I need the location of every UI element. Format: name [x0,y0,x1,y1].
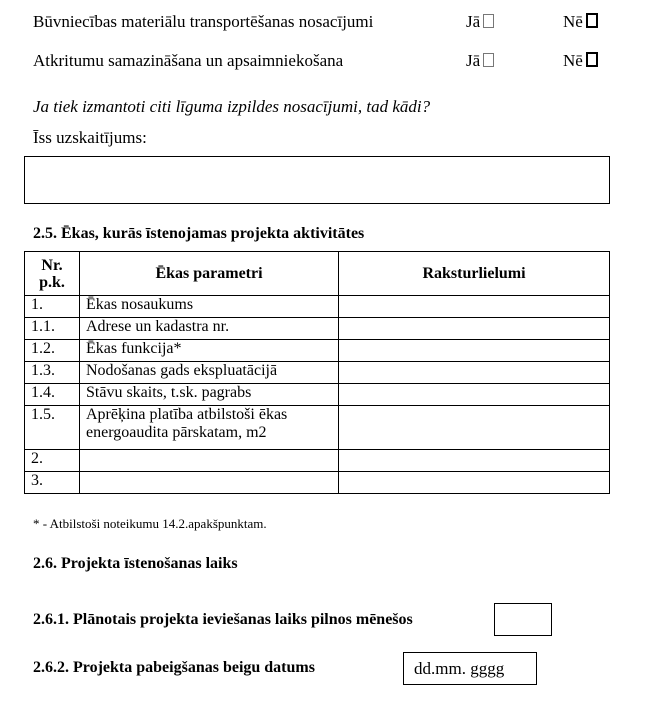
row-nr: 1.4. [25,384,80,406]
table-row [25,296,610,318]
table-row [25,406,610,450]
table-row [25,340,610,362]
header-nr: Nr. p.k. [25,252,80,296]
table-row [25,318,610,340]
row-param: Ēkas funkcija* [80,340,339,362]
row-nr: 1. [25,296,80,318]
condition-label-1: Būvniecības materiālu transportēšanas nosacījumi [33,12,374,31]
row-nr: 1.1. [25,318,80,340]
row-value-cell[interactable] [339,318,610,340]
row-nr: 3. [25,472,80,494]
row-param: Nodošanas gads ekspluatācijā [80,362,339,384]
section-2-6-1-label: 2.6.1. Plānotais projekta ieviešanas laiks pilnos mēnešos [33,611,413,628]
row-param: Ēkas nosaukums [80,296,339,318]
condition-no-2[interactable] [563,51,598,71]
yes-label: Jā [466,51,481,70]
row-value-cell[interactable] [339,472,610,494]
row-param[interactable] [80,472,339,494]
condition-no-1[interactable] [563,12,598,32]
row-nr: 2. [25,450,80,472]
table-row [25,472,610,494]
buildings-table [24,251,610,494]
header-char: Raksturlielumi [339,252,610,296]
short-list-label: Īss uzskaitījums: [33,128,147,147]
row-nr: 1.5. [25,406,80,450]
condition-yes-2[interactable] [466,51,494,71]
row-nr: 1.2. [25,340,80,362]
row-value-cell[interactable] [339,296,610,318]
table-header-row [25,252,610,296]
checkbox-icon[interactable] [483,14,494,28]
checkbox-icon[interactable] [586,52,598,67]
footnote: * - Atbilstoši noteikumu 14.2.apakšpunktam. [33,516,267,531]
table-row [25,362,610,384]
section-2-5-title: 2.5. Ēkas, kurās īstenojamas projekta aktivitātes [33,225,365,242]
row-value-cell[interactable] [339,384,610,406]
date-placeholder: dd.mm. gggg [414,659,505,678]
row-param: Adrese un kadastra nr. [80,318,339,340]
section-2-6-title: 2.6. Projekta īstenošanas laiks [33,555,238,572]
row-value-cell[interactable] [339,340,610,362]
section-2-6-2-label: 2.6.2. Projekta pabeigšanas beigu datums [33,659,315,676]
short-list-input[interactable] [24,156,610,204]
row-param: Stāvu skaits, t.sk. pagrabs [80,384,339,406]
row-value-cell[interactable] [339,406,610,450]
row-value-cell[interactable] [339,362,610,384]
header-param: Ēkas parametri [80,252,339,296]
checkbox-icon[interactable] [586,13,598,28]
other-conditions-question: Ja tiek izmantoti citi līguma izpildes nosacījumi, tad kādi? [33,97,431,116]
row-value-cell[interactable] [339,450,610,472]
row-nr: 1.3. [25,362,80,384]
row-param[interactable] [80,450,339,472]
table-row [25,384,610,406]
condition-label-2: Atkritumu samazināšana un apsaimniekošana [33,51,344,70]
end-date-input[interactable] [403,652,537,685]
months-input[interactable] [494,603,552,636]
table-row [25,450,610,472]
yes-label: Jā [466,12,481,31]
condition-yes-1[interactable] [466,12,494,32]
checkbox-icon[interactable] [483,53,494,67]
row-param: Aprēķina platība atbilstoši ēkas energoaudita pārskatam, m2 [80,406,339,450]
no-label: Nē [563,51,583,70]
no-label: Nē [563,12,583,31]
